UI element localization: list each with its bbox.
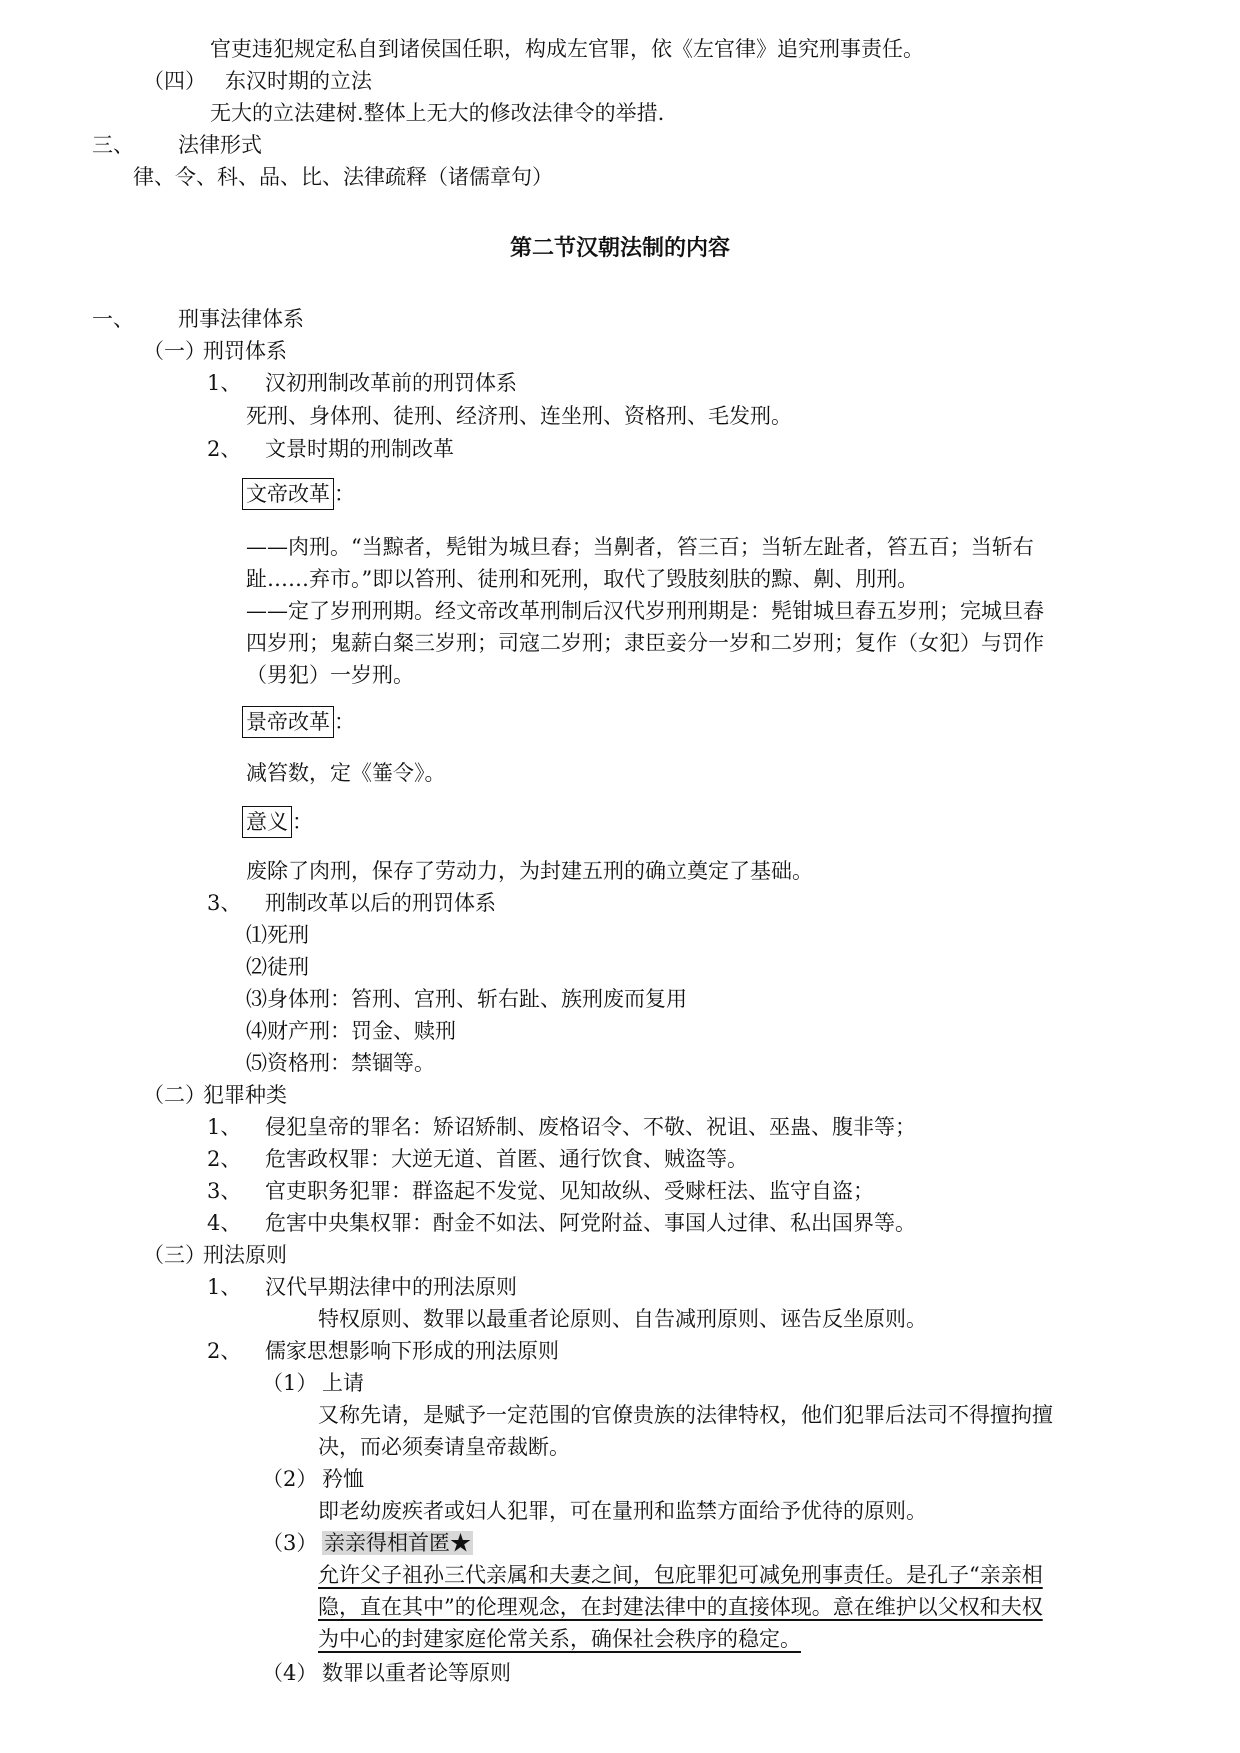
subsection-heading — [143, 336, 287, 366]
text-line: 死刑、身体刑、徒刑、经济刑、连坐刑、资格刑、毛发刑。 — [246, 404, 792, 428]
colon: ： — [334, 482, 355, 506]
heading-number: （四） — [143, 69, 206, 93]
list-item — [207, 434, 454, 464]
heading-number: （3） — [262, 1531, 318, 1555]
item-number: 3、 — [207, 1179, 242, 1203]
list-item — [207, 1112, 916, 1142]
heading-text: 矜恤 — [322, 1467, 364, 1491]
list-item: ⑵徒刑 — [246, 955, 309, 979]
text-line: 官吏违犯规定私自到诸侯国任职，构成左官罪，依《左官律》追究刑事责任。 — [210, 37, 924, 61]
boxed-label: 景帝改革 — [242, 706, 334, 738]
heading-number: （4） — [262, 1661, 318, 1685]
text-line: 特权原则、数罪以最重者论原则、自告减刑原则、诬告反坐原则。 — [318, 1307, 927, 1331]
list-item — [207, 1144, 748, 1174]
boxed-label-line — [242, 478, 355, 510]
text-line: ——定了岁刑刑期。经文帝改革刑制后汉代岁刑刑期是：髡钳城旦舂五岁刑；完城旦舂 — [246, 599, 1044, 623]
boxed-label: 意义 — [242, 806, 292, 838]
boxed-label-line — [242, 706, 355, 738]
boxed-label-line — [242, 806, 313, 838]
item-number: 1、 — [207, 371, 242, 395]
heading-text: 刑罚体系 — [203, 339, 287, 363]
section-heading — [92, 130, 262, 160]
heading-number: 一、 — [92, 307, 134, 331]
list-item: ⑸资格刑：禁锢等。 — [246, 1051, 435, 1075]
item-number: 4、 — [207, 1211, 242, 1235]
text-line: 四岁刑；鬼薪白粲三岁刑；司寇二岁刑；隶臣妾分一岁和二岁刑；复作（女犯）与罚作 — [246, 631, 1044, 655]
list-item — [207, 1336, 559, 1366]
text-line: （男犯）一岁刑。 — [246, 663, 414, 687]
page-title: 第二节汉朝法制的内容 — [509, 236, 730, 261]
boxed-label: 文帝改革 — [242, 478, 334, 510]
heading-text: 刑法原则 — [203, 1243, 287, 1267]
item-text: 汉初刑制改革前的刑罚体系 — [265, 371, 517, 395]
list-item: ⑷财产刑：罚金、赎刑 — [246, 1019, 456, 1043]
section-heading — [92, 304, 304, 334]
heading-number: （1） — [262, 1371, 318, 1395]
list-item — [207, 368, 517, 398]
text-line: 趾……弃市。”即以笞刑、徒刑和死刑，取代了毁肢刻肤的黥、劓、刖刑。 — [246, 567, 919, 591]
underlined-text-line: 允许父子祖孙三代亲属和夫妻之间，包庇罪犯可减免刑事责任。是孔子“亲亲相 — [318, 1563, 1043, 1587]
heading-text: 犯罪种类 — [203, 1083, 287, 1107]
text-line: 律、令、科、品、比、法律疏释（诸儒章句） — [133, 165, 553, 189]
item-text: 危害中央集权罪：酎金不如法、阿党附益、事国人过律、私出国界等。 — [265, 1211, 916, 1235]
colon: ： — [292, 810, 313, 834]
item-text: 刑制改革以后的刑罚体系 — [265, 891, 496, 915]
principle-heading — [262, 1368, 364, 1398]
item-number: 1、 — [207, 1275, 242, 1299]
item-number: 2、 — [207, 1147, 242, 1171]
principle-heading — [262, 1528, 473, 1558]
heading-number: （三） — [143, 1243, 206, 1267]
item-number: 2、 — [207, 1339, 242, 1363]
underlined-text-line: 为中心的封建家庭伦常关系，确保社会秩序的稳定。 — [318, 1627, 801, 1651]
text-line: 即老幼废疾者或妇人犯罪，可在量刑和监禁方面给予优待的原则。 — [318, 1499, 927, 1523]
subsection-heading — [143, 1240, 287, 1270]
item-text: 危害政权罪：大逆无道、首匿、通行饮食、贼盗等。 — [265, 1147, 748, 1171]
item-number: 2、 — [207, 437, 242, 461]
heading-text: 数罪以重者论等原则 — [322, 1661, 511, 1685]
principle-heading — [262, 1464, 364, 1494]
text-line: ——肉刑。“当黥者，髡钳为城旦舂；当劓者，笞三百；当斩左趾者，笞五百；当斩右 — [246, 535, 1034, 559]
item-text: 儒家思想影响下形成的刑法原则 — [265, 1339, 559, 1363]
item-text: 侵犯皇帝的罪名：矫诏矫制、废格诏令、不敬、祝诅、巫蛊、腹非等； — [265, 1115, 916, 1139]
text-line: 废除了肉刑，保存了劳动力，为封建五刑的确立奠定了基础。 — [246, 859, 813, 883]
principle-heading — [262, 1658, 511, 1688]
colon: ： — [334, 710, 355, 734]
heading-text: 上请 — [322, 1371, 364, 1395]
list-item — [207, 1176, 874, 1206]
heading-number: （二） — [143, 1083, 206, 1107]
subsection-heading — [143, 66, 372, 96]
underlined-text-line: 隐，直在其中”的伦理观念，在封建法律中的直接体现。意在维护以父权和夫权 — [318, 1595, 1043, 1619]
heading-text: 东汉时期的立法 — [225, 69, 372, 93]
list-item: ⑴死刑 — [246, 923, 309, 947]
highlighted-heading-text: 亲亲得相首匿★ — [324, 1531, 471, 1555]
item-text: 官吏职务犯罪：群盗起不发觉、见知故纵、受赇枉法、监守自盗； — [265, 1179, 874, 1203]
list-item — [207, 888, 496, 918]
item-text: 汉代早期法律中的刑法原则 — [265, 1275, 517, 1299]
heading-number: 三、 — [92, 133, 134, 157]
heading-text: 刑事法律体系 — [178, 307, 304, 331]
list-item — [207, 1208, 916, 1238]
heading-text: 法律形式 — [178, 133, 262, 157]
text-line: 无大的立法建树.整体上无大的修改法律令的举措. — [210, 101, 665, 125]
subsection-heading — [143, 1080, 287, 1110]
item-number: 3、 — [207, 891, 242, 915]
item-text: 文景时期的刑制改革 — [265, 437, 454, 461]
list-item: ⑶身体刑：笞刑、宫刑、斩右趾、族刑废而复用 — [246, 987, 687, 1011]
text-line: 决，而必须奏请皇帝裁断。 — [318, 1435, 570, 1459]
item-number: 1、 — [207, 1115, 242, 1139]
heading-number: （一） — [143, 339, 206, 363]
list-item — [207, 1272, 517, 1302]
heading-number: （2） — [262, 1467, 318, 1491]
text-line: 减笞数，定《箠令》。 — [246, 761, 446, 785]
text-line: 又称先请，是赋予一定范围的官僚贵族的法律特权，他们犯罪后法司不得擅拘擅 — [318, 1403, 1053, 1427]
